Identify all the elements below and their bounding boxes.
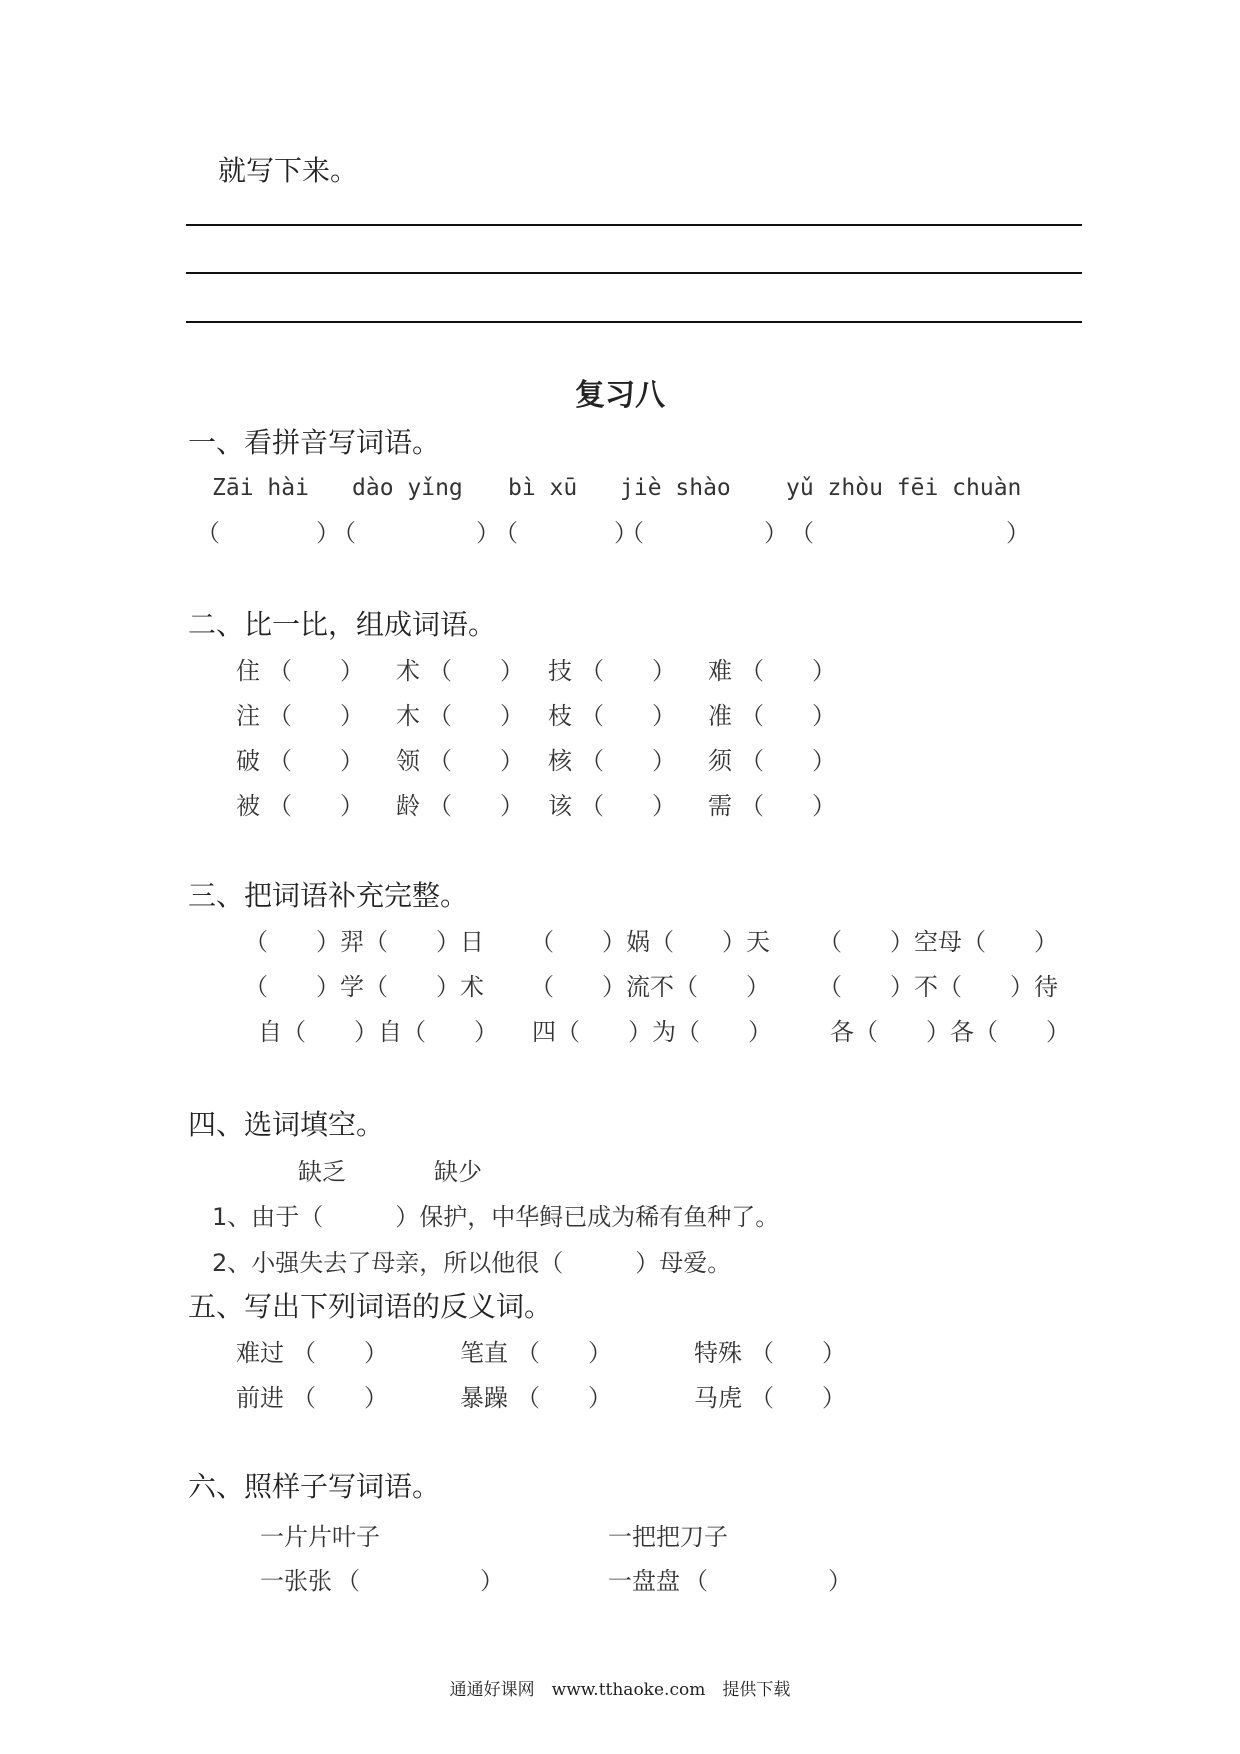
continuation-text: 就写下来。 bbox=[218, 154, 359, 187]
page-title: 复习八 bbox=[575, 378, 665, 413]
word-option-1: 缺乏 bbox=[298, 1158, 346, 1186]
compare-char: 住 bbox=[236, 657, 260, 685]
compare-blank[interactable]: （ ） bbox=[580, 747, 676, 775]
answer-blank-1[interactable]: （ ） bbox=[196, 519, 340, 547]
antonym-blank[interactable]: （ ） bbox=[750, 1384, 846, 1412]
idiom-item[interactable]: （ ）娲（ ）天 bbox=[530, 928, 770, 956]
compare-blank[interactable]: （ ） bbox=[740, 792, 836, 820]
compare-blank[interactable]: （ ） bbox=[740, 747, 836, 775]
compare-blank[interactable]: （ ） bbox=[268, 747, 364, 775]
compare-char: 龄 bbox=[396, 792, 420, 820]
answer-blank-4[interactable]: （ ） bbox=[620, 519, 788, 547]
antonym-word: 特殊 bbox=[694, 1339, 742, 1367]
compare-blank[interactable]: （ ） bbox=[268, 657, 364, 685]
compare-blank[interactable]: （ ） bbox=[580, 792, 676, 820]
compare-char: 被 bbox=[236, 792, 260, 820]
pinyin-3: bì xū bbox=[508, 475, 578, 501]
answer-line-3 bbox=[186, 321, 1082, 323]
idiom-item[interactable]: （ ）流不（ ） bbox=[530, 973, 770, 1001]
compare-char: 枝 bbox=[548, 702, 572, 730]
compare-blank[interactable]: （ ） bbox=[740, 702, 836, 730]
compare-char: 木 bbox=[396, 702, 420, 730]
antonym-word: 前进 bbox=[236, 1384, 284, 1412]
answer-line-2 bbox=[186, 272, 1082, 274]
pinyin-5: yǔ zhòu fēi chuàn bbox=[786, 475, 1022, 501]
section3-heading: 三、把词语补充完整。 bbox=[188, 879, 469, 912]
antonym-blank[interactable]: （ ） bbox=[516, 1339, 612, 1367]
compare-blank[interactable]: （ ） bbox=[428, 657, 524, 685]
fill-sentence-2[interactable]: 2、小强失去了母亲，所以他很（ ）母爱。 bbox=[212, 1249, 732, 1277]
compare-char: 破 bbox=[236, 747, 260, 775]
example-2: 一把把刀子 bbox=[608, 1523, 728, 1551]
pinyin-4: jiè shào bbox=[620, 475, 731, 501]
example-1: 一片片叶子 bbox=[260, 1523, 380, 1551]
idiom-item[interactable]: （ ）不（ ）待 bbox=[818, 973, 1058, 1001]
prompt-1: 一张张 bbox=[260, 1567, 332, 1595]
antonym-blank[interactable]: （ ） bbox=[516, 1384, 612, 1412]
compare-char: 需 bbox=[708, 792, 732, 820]
compare-char: 该 bbox=[548, 792, 572, 820]
compare-char: 难 bbox=[708, 657, 732, 685]
compare-char: 领 bbox=[396, 747, 420, 775]
idiom-item[interactable]: 自（ ）自（ ） bbox=[258, 1018, 498, 1046]
compare-char: 须 bbox=[708, 747, 732, 775]
idiom-item[interactable]: 四（ ）为（ ） bbox=[532, 1018, 772, 1046]
word-option-2: 缺少 bbox=[434, 1158, 482, 1186]
answer-blank-5[interactable]: （ ） bbox=[790, 519, 1030, 547]
prompt-2: 一盘盘 bbox=[608, 1567, 680, 1595]
compare-char: 注 bbox=[236, 702, 260, 730]
footer-text: 通通好课网 www.tthaoke.com 提供下载 bbox=[449, 1680, 791, 1700]
section5-heading: 五、写出下列词语的反义词。 bbox=[188, 1290, 553, 1323]
compare-blank[interactable]: （ ） bbox=[428, 702, 524, 730]
antonym-blank[interactable]: （ ） bbox=[292, 1384, 388, 1412]
antonym-word: 马虎 bbox=[694, 1384, 742, 1412]
answer-line-1 bbox=[186, 224, 1082, 226]
antonym-blank[interactable]: （ ） bbox=[750, 1339, 846, 1367]
compare-blank[interactable]: （ ） bbox=[428, 747, 524, 775]
antonym-word: 难过 bbox=[236, 1339, 284, 1367]
prompt-1-blank[interactable]: （ ） bbox=[336, 1567, 504, 1595]
compare-blank[interactable]: （ ） bbox=[740, 657, 836, 685]
idiom-item[interactable]: 各（ ）各（ ） bbox=[830, 1018, 1070, 1046]
compare-char: 术 bbox=[396, 657, 420, 685]
idiom-item[interactable]: （ ）学（ ）术 bbox=[244, 973, 484, 1001]
antonym-word: 暴躁 bbox=[460, 1384, 508, 1412]
compare-blank[interactable]: （ ） bbox=[268, 702, 364, 730]
compare-char: 核 bbox=[548, 747, 572, 775]
antonym-blank[interactable]: （ ） bbox=[292, 1339, 388, 1367]
fill-sentence-1[interactable]: 1、由于（ ）保护，中华鲟已成为稀有鱼种了。 bbox=[212, 1203, 780, 1231]
section2-heading: 二、比一比，组成词语。 bbox=[188, 608, 497, 641]
prompt-2-blank[interactable]: （ ） bbox=[684, 1567, 852, 1595]
compare-char: 技 bbox=[548, 657, 572, 685]
answer-blank-3[interactable]: （ ） bbox=[494, 519, 638, 547]
antonym-word: 笔直 bbox=[460, 1339, 508, 1367]
idiom-item[interactable]: （ ）空母（ ） bbox=[818, 928, 1058, 956]
compare-blank[interactable]: （ ） bbox=[580, 702, 676, 730]
compare-blank[interactable]: （ ） bbox=[580, 657, 676, 685]
section1-heading: 一、看拼音写词语。 bbox=[188, 426, 441, 459]
pinyin-1: Zāi hài bbox=[212, 475, 309, 501]
section4-heading: 四、选词填空。 bbox=[188, 1108, 385, 1141]
pinyin-2: dào yǐng bbox=[352, 475, 463, 501]
idiom-item[interactable]: （ ）羿（ ）日 bbox=[244, 928, 484, 956]
compare-char: 准 bbox=[708, 702, 732, 730]
answer-blank-2[interactable]: （ ） bbox=[332, 519, 500, 547]
compare-blank[interactable]: （ ） bbox=[268, 792, 364, 820]
section6-heading: 六、照样子写词语。 bbox=[188, 1470, 441, 1503]
compare-blank[interactable]: （ ） bbox=[428, 792, 524, 820]
